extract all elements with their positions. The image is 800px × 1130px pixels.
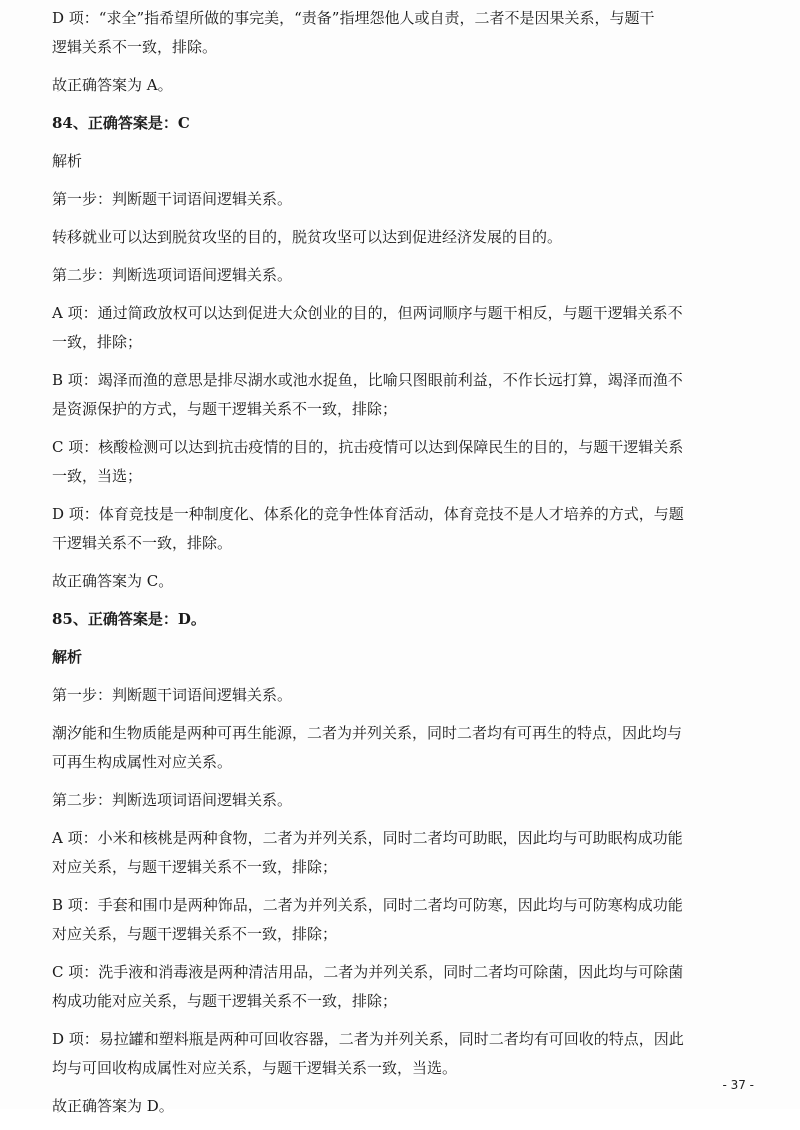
paragraph: [52, 185, 764, 214]
text-line: 84、正确答案是：C: [52, 114, 190, 132]
text-line: 第一步：判断题干词语间逻辑关系。: [52, 686, 293, 704]
text-line: 潮汐能和生物质能是两种可再生能源，二者为并列关系，同时二者均有可再生的特点，因此均与: [52, 724, 683, 742]
text-line: 干逻辑关系不一致，排除。: [52, 534, 233, 552]
text-line: 一致，排除；: [52, 333, 143, 351]
paragraph: [52, 824, 764, 882]
paragraph: [52, 223, 764, 252]
document-content: [52, 4, 764, 1130]
text-line: 解析: [52, 648, 83, 666]
text-line: 故正确答案为 A。: [52, 76, 173, 94]
paragraph: [52, 433, 764, 491]
paragraph: [52, 1025, 764, 1083]
text-line: 第二步：判断选项词语间逻辑关系。: [52, 266, 293, 284]
text-line: D 项：体育竞技是一种制度化、体系化的竞争性体育活动，体育竞技不是人才培养的方式，与题: [52, 505, 684, 523]
section-heading: [52, 109, 764, 138]
text-line: 对应关系，与题干逻辑关系不一致，排除；: [52, 925, 338, 943]
text-line: 对应关系，与题干逻辑关系不一致，排除；: [52, 858, 338, 876]
paragraph: [52, 500, 764, 558]
text-line: B 项：手套和围巾是两种饰品，二者为并列关系，同时二者均可防寒，因此均与可防寒构成功能: [52, 896, 683, 914]
text-line: 85、正确答案是：D。: [52, 610, 206, 628]
paragraph: [52, 366, 764, 424]
text-line: 第一步：判断题干词语间逻辑关系。: [52, 190, 293, 208]
text-line: D 项：“求全”指希望所做的事完美，“责备”指埋怨他人或自责，二者不是因果关系，与题干: [52, 9, 655, 27]
paragraph: [52, 299, 764, 357]
text-line: 第二步：判断选项词语间逻辑关系。: [52, 791, 293, 809]
text-line: D 项：易拉罐和塑料瓶是两种可回收容器，二者为并列关系，同时二者均有可回收的特点，因此: [52, 1030, 684, 1048]
text-line: 故正确答案为 C。: [52, 572, 174, 590]
paragraph: [52, 786, 764, 815]
text-line: A 项：通过简政放权可以达到促进大众创业的目的，但两词顺序与题干相反，与题干逻辑关系不: [52, 304, 683, 322]
paragraph: [52, 4, 764, 62]
paragraph: [52, 147, 764, 176]
text-line: 解析: [52, 152, 83, 170]
text-line: C 项：洗手液和消毒液是两种清洁用品，二者为并列关系，同时二者均可除菌，因此均与可除菌: [52, 963, 684, 981]
paragraph: [52, 71, 764, 100]
section-heading: [52, 643, 764, 672]
text-line: C 项：核酸检测可以达到抗击疫情的目的，抗击疫情可以达到保障民生的目的，与题干逻辑关系: [52, 438, 684, 456]
paragraph: [52, 567, 764, 596]
text-line: B 项：竭泽而渔的意思是排尽湖水或池水捉鱼，比喻只图眼前利益，不作长远打算，竭泽而渔不: [52, 371, 683, 389]
text-line: A 项：小米和核桃是两种食物，二者为并列关系，同时二者均可助眠，因此均与可助眠构成功能: [52, 829, 683, 847]
text-line: 可再生构成属性对应关系。: [52, 753, 233, 771]
paragraph: [52, 261, 764, 290]
text-line: 构成功能对应关系，与题干逻辑关系不一致，排除；: [52, 992, 398, 1010]
paragraph: [52, 891, 764, 949]
text-line: 一致，当选；: [52, 467, 143, 485]
paragraph: [52, 1092, 764, 1121]
paragraph: [52, 958, 764, 1016]
text-line: 逻辑关系不一致，排除。: [52, 38, 218, 56]
text-line: 转移就业可以达到脱贫攻坚的目的，脱贫攻坚可以达到促进经济发展的目的。: [52, 228, 563, 246]
text-line: 是资源保护的方式，与题干逻辑关系不一致，排除；: [52, 400, 398, 418]
paragraph: [52, 681, 764, 710]
text-line: 均与可回收构成属性对应关系，与题干逻辑关系一致，当选。: [52, 1059, 458, 1077]
section-heading: [52, 605, 764, 634]
paragraph: [52, 719, 764, 777]
page-number: - 37 -: [722, 1078, 754, 1092]
text-line: 故正确答案为 D。: [52, 1097, 174, 1115]
